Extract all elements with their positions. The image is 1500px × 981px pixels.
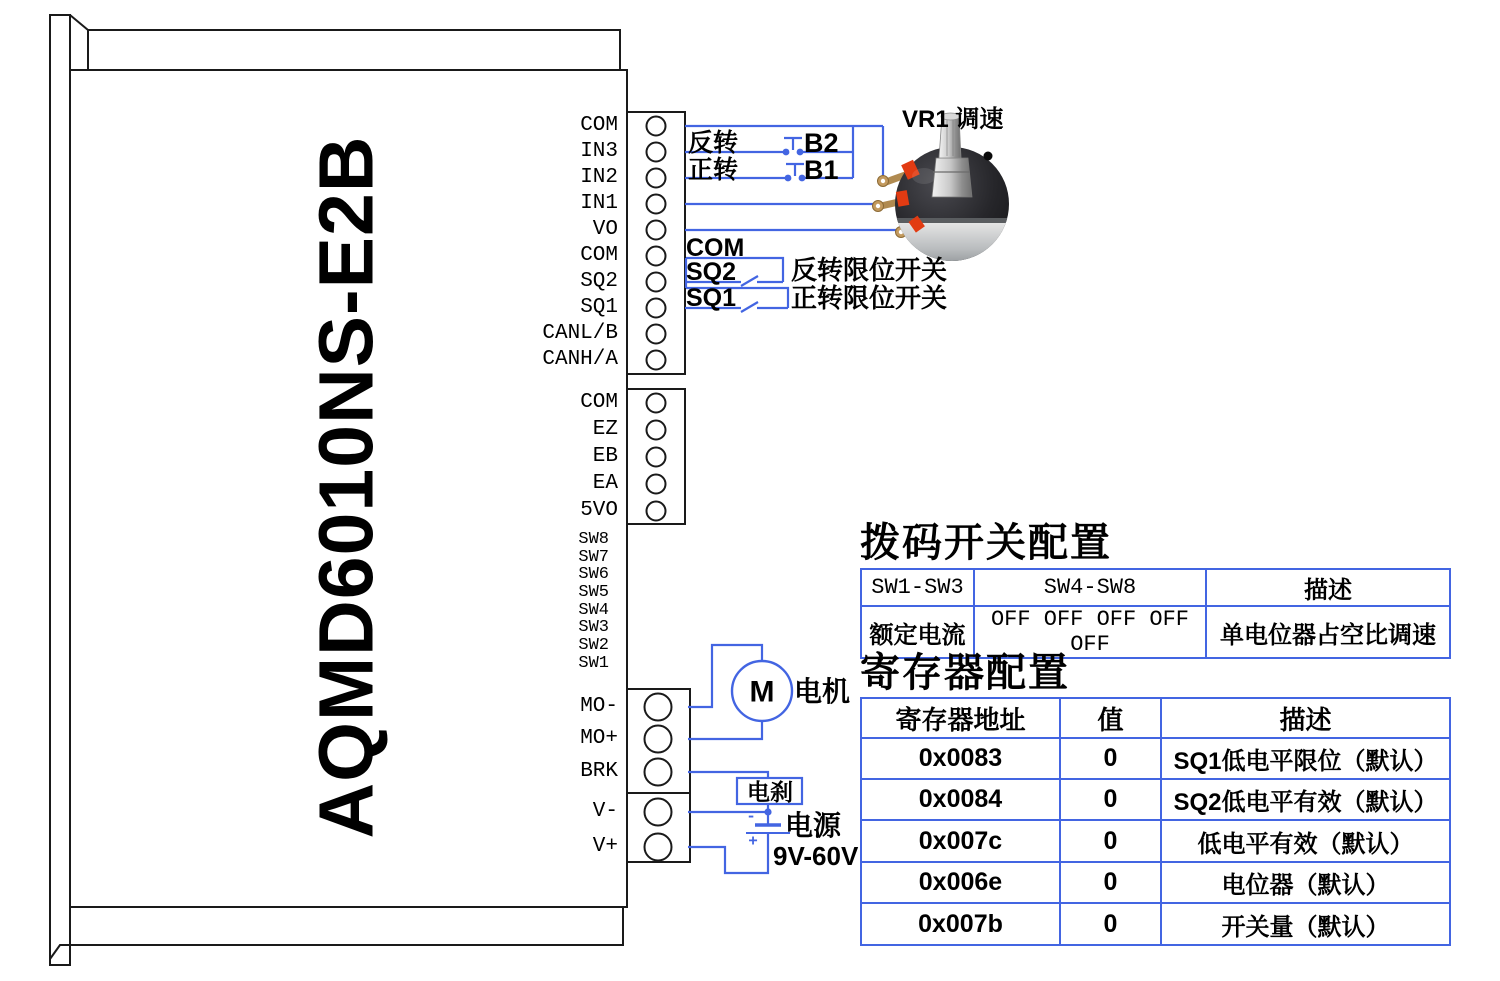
- terminal-ea: [647, 475, 666, 494]
- b2-contact-right: [797, 149, 804, 156]
- com-node-label: COM: [686, 234, 745, 262]
- terminal-5vo: [647, 502, 666, 521]
- terminal-in2: [647, 169, 666, 188]
- pin-label-v-minus: V-: [592, 800, 618, 823]
- pin-label-sw3: SW3: [578, 618, 609, 637]
- motor-symbol-letter: M: [749, 675, 775, 709]
- pin-label-sw2: SW2: [578, 636, 609, 655]
- reg-addr-3: 0x006e: [861, 862, 1060, 903]
- brake-label: 电刹: [747, 778, 793, 805]
- register-row-0x0084: [861, 779, 1450, 820]
- dip-header-desc: 描述: [1206, 569, 1450, 606]
- pin-label-sw8: SW8: [578, 530, 609, 549]
- pin-label-sw7: SW7: [578, 548, 609, 567]
- terminal-mo-minus: [645, 694, 672, 721]
- terminal-v-plus: [645, 834, 672, 861]
- register-row-0x007c: [861, 820, 1450, 862]
- pin-label-sq2: SQ2: [580, 270, 618, 293]
- supply-range-label: 9V-60V: [773, 841, 859, 871]
- reg-val-1: 0: [1060, 779, 1161, 820]
- terminal-com1: [647, 117, 666, 136]
- pin-label-canlb: CANL/B: [542, 322, 618, 345]
- sq2-node-label: SQ2: [686, 258, 737, 286]
- terminal-com2: [647, 247, 666, 266]
- reg-desc-1: SQ2低电平有效（默认）: [1161, 779, 1450, 820]
- reg-header-address: 寄存器地址: [861, 698, 1060, 738]
- reg-addr-0: 0x0083: [861, 738, 1060, 779]
- pin-label-sq1: SQ1: [580, 296, 618, 319]
- b2-contact-left: [783, 149, 790, 156]
- terminal-sq1: [647, 299, 666, 318]
- pin-label-mo-plus: MO+: [580, 727, 618, 750]
- pot-eyelet-top-hole: [881, 179, 885, 183]
- reg-val-3: 0: [1060, 862, 1161, 903]
- dip-table-header-row: [861, 569, 1450, 606]
- battery-plus-sign: +: [748, 832, 758, 851]
- register-header-row: [861, 698, 1450, 738]
- pot-eyelet-middle-hole: [876, 204, 880, 208]
- pin-label-in1: IN1: [580, 192, 618, 215]
- terminal-brk: [645, 759, 672, 786]
- terminal-ez: [647, 421, 666, 440]
- pin-label-vo: VO: [592, 218, 618, 241]
- reg-header-value: 值: [1060, 698, 1161, 738]
- terminal-canlb: [647, 325, 666, 344]
- dip-cell-desc: 单电位器占空比调速: [1206, 606, 1450, 658]
- dip-switch-table: [860, 568, 1451, 659]
- pin-label-com3: COM: [580, 391, 618, 414]
- dip-cell-off-states: OFF OFF OFF OFF OFF: [974, 606, 1206, 658]
- pot-body-highlight: [912, 168, 936, 184]
- reg-desc-2: 低电平有效（默认）: [1161, 820, 1450, 862]
- terminal-v-minus: [645, 799, 672, 826]
- battery-minus-sign: -: [746, 807, 756, 826]
- terminal-sq2: [647, 273, 666, 292]
- terminal-in3: [647, 143, 666, 162]
- register-row-0x007b: [861, 903, 1450, 945]
- reg-desc-4: 开关量（默认）: [1161, 903, 1450, 945]
- pin-label-com2: COM: [580, 244, 618, 267]
- b1-contact-left: [785, 175, 792, 182]
- sq1-node-label: SQ1: [686, 284, 737, 312]
- reg-addr-1: 0x0084: [861, 779, 1060, 820]
- register-table: [860, 697, 1451, 946]
- motor-label: 电机: [794, 676, 851, 707]
- forward-label: 正转: [688, 156, 739, 184]
- pin-label-5vo: 5VO: [580, 499, 618, 522]
- b1-switch-label: B1: [804, 155, 839, 185]
- pin-label-sw1: SW1: [578, 654, 609, 673]
- terminal-mo-plus: [645, 726, 672, 753]
- terminal-blocks: [627, 112, 690, 862]
- pot-locating-pin: [984, 152, 993, 161]
- pin-label-canha: CANH/A: [542, 348, 618, 371]
- pin-label-ez: EZ: [592, 418, 618, 441]
- bottom-heatsink-bar: [50, 907, 623, 959]
- dip-cell-rated-current: 额定电流: [861, 606, 974, 658]
- pin-label-com1: COM: [580, 114, 618, 137]
- terminal-com3: [647, 394, 666, 413]
- dip-header-sw1-sw3: SW1-SW3: [861, 569, 974, 606]
- reg-val-2: 0: [1060, 820, 1161, 862]
- register-row-0x006e: [861, 862, 1450, 903]
- pin-label-sw6: SW6: [578, 565, 609, 584]
- reg-desc-3: 电位器（默认）: [1161, 862, 1450, 903]
- pin-label-brk: BRK: [580, 760, 618, 783]
- reg-desc-0: SQ1低电平限位（默认）: [1161, 738, 1450, 779]
- reverse-limit-label: 反转限位开关: [791, 255, 948, 285]
- brake-supply-junction: [764, 808, 771, 815]
- register-row-0x0083: [861, 738, 1450, 779]
- reverse-label: 反转: [688, 129, 739, 157]
- forward-limit-label: 正转限位开关: [791, 283, 948, 313]
- pin-label-eb: EB: [592, 445, 618, 468]
- supply-label: 电源: [785, 810, 842, 841]
- terminal-in1: [647, 195, 666, 214]
- pin-label-in2: IN2: [580, 166, 618, 189]
- chassis-top-bevel: [70, 15, 88, 30]
- terminal-eb: [647, 448, 666, 467]
- reg-header-desc: 描述: [1161, 698, 1450, 738]
- register-table-title: 寄存器配置: [860, 651, 1070, 695]
- pin-label-sw4: SW4: [578, 601, 609, 620]
- vr1-label: VR1 调速: [902, 106, 1004, 133]
- reg-val-4: 0: [1060, 903, 1161, 945]
- b2-switch-label: B2: [804, 128, 839, 158]
- pin-label-sw5: SW5: [578, 583, 609, 602]
- potentiometer-illustration: [873, 113, 1016, 267]
- reg-addr-2: 0x007c: [861, 820, 1060, 862]
- terminal-canha: [647, 351, 666, 370]
- pin-label-ea: EA: [592, 472, 618, 495]
- pin-label-v-plus: V+: [592, 835, 618, 858]
- pot-bushing: [932, 158, 972, 197]
- top-heatsink-bar: [88, 30, 620, 70]
- reg-val-0: 0: [1060, 738, 1161, 779]
- device-model-title: AQMD6010NS-E2B: [303, 135, 390, 839]
- dip-table-title: 拨码开关配置: [860, 521, 1112, 565]
- dip-header-sw4-sw8: SW4-SW8: [974, 569, 1206, 606]
- terminal-vo: [647, 221, 666, 240]
- left-mounting-flange: [50, 15, 70, 965]
- reg-addr-4: 0x007b: [861, 903, 1060, 945]
- pin-label-mo-minus: MO-: [580, 695, 618, 718]
- pin-label-in3: IN3: [580, 140, 618, 163]
